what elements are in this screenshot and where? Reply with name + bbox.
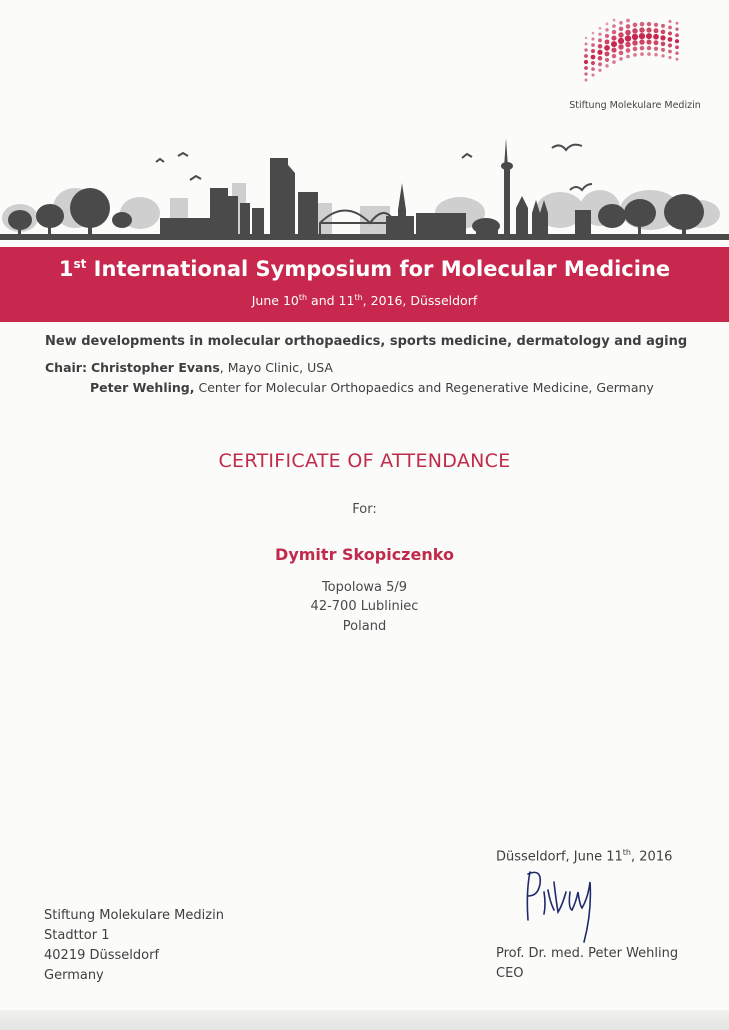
- logo-dot: [598, 38, 602, 42]
- chair-line-2: Peter Wehling, Center for Molecular Orthopaedics and Regenerative Medicine, Germany: [90, 380, 654, 395]
- logo-dot: [675, 39, 679, 43]
- logo-dot: [668, 20, 671, 23]
- logo-dot: [646, 27, 651, 32]
- logo-dot: [612, 30, 616, 34]
- logo-dot: [633, 53, 637, 57]
- logo-dot: [640, 22, 645, 27]
- recipient-address-line-3: Poland: [342, 619, 387, 634]
- logo-dot: [639, 39, 644, 44]
- logo-dot: [676, 58, 679, 61]
- logo-dot: [591, 73, 594, 76]
- logo-dot: [661, 42, 666, 47]
- logo-dot: [647, 52, 651, 56]
- logo-dot: [585, 37, 587, 39]
- logo-dot: [626, 19, 630, 23]
- logo-dot: [606, 23, 609, 26]
- logo-dot: [605, 34, 609, 38]
- logo-dot: [668, 50, 672, 54]
- logo-dot: [654, 23, 658, 27]
- logo-dot: [619, 57, 623, 61]
- logo-dot: [675, 52, 678, 55]
- logo-dot: [625, 30, 631, 36]
- logo-dot: [605, 58, 609, 62]
- logo-dot: [605, 39, 610, 44]
- logo-dot: [626, 48, 631, 53]
- for-label: For:: [352, 502, 377, 517]
- org-address-line-4: Germany: [44, 968, 104, 983]
- recipient-address-line-1: Topolowa 5/9: [321, 580, 408, 595]
- logo-dot: [592, 32, 595, 35]
- logo-dot: [633, 47, 638, 52]
- logo-dot: [668, 56, 671, 59]
- city-skyline-illustration: [0, 128, 729, 248]
- logo-dot: [675, 33, 679, 37]
- logo-dot: [599, 27, 602, 30]
- bird-icons: [156, 145, 592, 190]
- logo-dot: [597, 50, 602, 55]
- logo-dot: [668, 37, 673, 42]
- logo-dot: [618, 32, 623, 37]
- logo-dot: [632, 34, 638, 40]
- logo-dot: [654, 53, 657, 56]
- logo-dot: [591, 61, 595, 65]
- logo-dot: [584, 48, 587, 51]
- logo-dot: [591, 55, 596, 60]
- logo-dot: [613, 19, 616, 22]
- logo-dot: [668, 43, 672, 47]
- logo-text: Stiftung Molekulare Medizin: [569, 100, 701, 111]
- logo-dot: [647, 22, 651, 26]
- event-banner: [0, 247, 729, 322]
- event-date: June 10th and 11th, 2016, Düsseldorf: [251, 293, 478, 309]
- logo-dot: [611, 41, 617, 47]
- logo-dot: [598, 33, 601, 36]
- logo-dot: [654, 28, 659, 33]
- logo-dot: [661, 24, 665, 28]
- logo-dot: [619, 51, 624, 56]
- logo-dot: [598, 44, 603, 49]
- logo-dot: [605, 28, 608, 31]
- logo-dot: [591, 49, 595, 53]
- logo-dot: [661, 48, 665, 52]
- logo-dot: [640, 46, 645, 51]
- logo-dot: [675, 45, 679, 49]
- logo-dot: [619, 21, 623, 25]
- logo-dot: [653, 34, 659, 40]
- logo-dot: [605, 51, 610, 56]
- logo-dot: [591, 37, 594, 40]
- logo-dot: [668, 31, 672, 35]
- logo-dot: [640, 52, 644, 56]
- handwritten-signature: [510, 862, 610, 947]
- logo-dot: [625, 35, 631, 41]
- logo-dot: [626, 55, 630, 59]
- logo-dot: [584, 66, 588, 70]
- logo-dot: [626, 24, 631, 29]
- logo-dot: [654, 47, 658, 51]
- logo-dot: [612, 24, 616, 28]
- logo-dot: [605, 64, 608, 67]
- dot-wave-logo-icon: [580, 18, 690, 93]
- logo-dot: [598, 56, 603, 61]
- logo-dot: [660, 35, 665, 40]
- logo-dot: [639, 27, 644, 32]
- logo-dot: [585, 43, 588, 46]
- place-and-date: Düsseldorf, June 11th, 2016: [496, 848, 673, 865]
- certificate-title: CERTIFICATE OF ATTENDANCE: [218, 450, 511, 472]
- logo-dot: [584, 54, 588, 58]
- logo-dot: [661, 54, 664, 57]
- logo-dot: [646, 33, 652, 39]
- logo-dot: [661, 30, 666, 35]
- logo-dot: [598, 62, 602, 66]
- event-title: 1st International Symposium for Molecular Medicine: [58, 257, 671, 281]
- logo-dot: [612, 54, 616, 58]
- logo-dot: [676, 22, 679, 25]
- logo-dot: [611, 47, 616, 52]
- org-address-line-1: Stiftung Molekulare Medizin: [44, 908, 224, 923]
- logo-dot: [591, 67, 595, 71]
- logo-dot: [646, 39, 651, 44]
- logo-dot: [632, 40, 638, 46]
- logo-dot: [584, 72, 587, 75]
- logo-dot: [612, 60, 616, 64]
- logo-dot: [668, 26, 672, 30]
- logo-dot: [633, 23, 638, 28]
- chair-line-1: Chair: Christopher Evans, Mayo Clinic, USA: [45, 360, 333, 375]
- logo-dot: [632, 28, 638, 34]
- recipient-address-line-2: 42-700 Lubliniec: [310, 599, 419, 614]
- logo-dot: [618, 38, 624, 44]
- logo-dot: [647, 46, 651, 50]
- logo-dot: [619, 27, 624, 32]
- signer-role: CEO: [496, 966, 524, 981]
- logo-dot: [598, 69, 601, 72]
- scan-edge-strip: [0, 1010, 729, 1030]
- signer-name: Prof. Dr. med. Peter Wehling: [496, 946, 679, 961]
- logo-dot: [625, 42, 631, 48]
- logo-dot: [611, 35, 616, 40]
- logo-dot: [584, 60, 588, 64]
- event-subtitle: New developments in molecular orthopaedics, sports medicine, dermatology and aging: [45, 334, 688, 349]
- logo-dot: [604, 45, 610, 51]
- logo-dot: [654, 40, 659, 45]
- org-address-line-3: 40219 Düsseldorf: [44, 948, 160, 963]
- foundation-logo: [560, 18, 710, 114]
- logo-dot: [675, 28, 678, 31]
- logo-dot: [591, 43, 595, 47]
- logo-dot: [639, 33, 645, 39]
- org-address-line-2: Stadttor 1: [44, 928, 110, 943]
- logo-dot: [618, 44, 623, 49]
- recipient-name: Dymitr Skopiczenko: [275, 545, 454, 564]
- logo-dot: [585, 79, 588, 82]
